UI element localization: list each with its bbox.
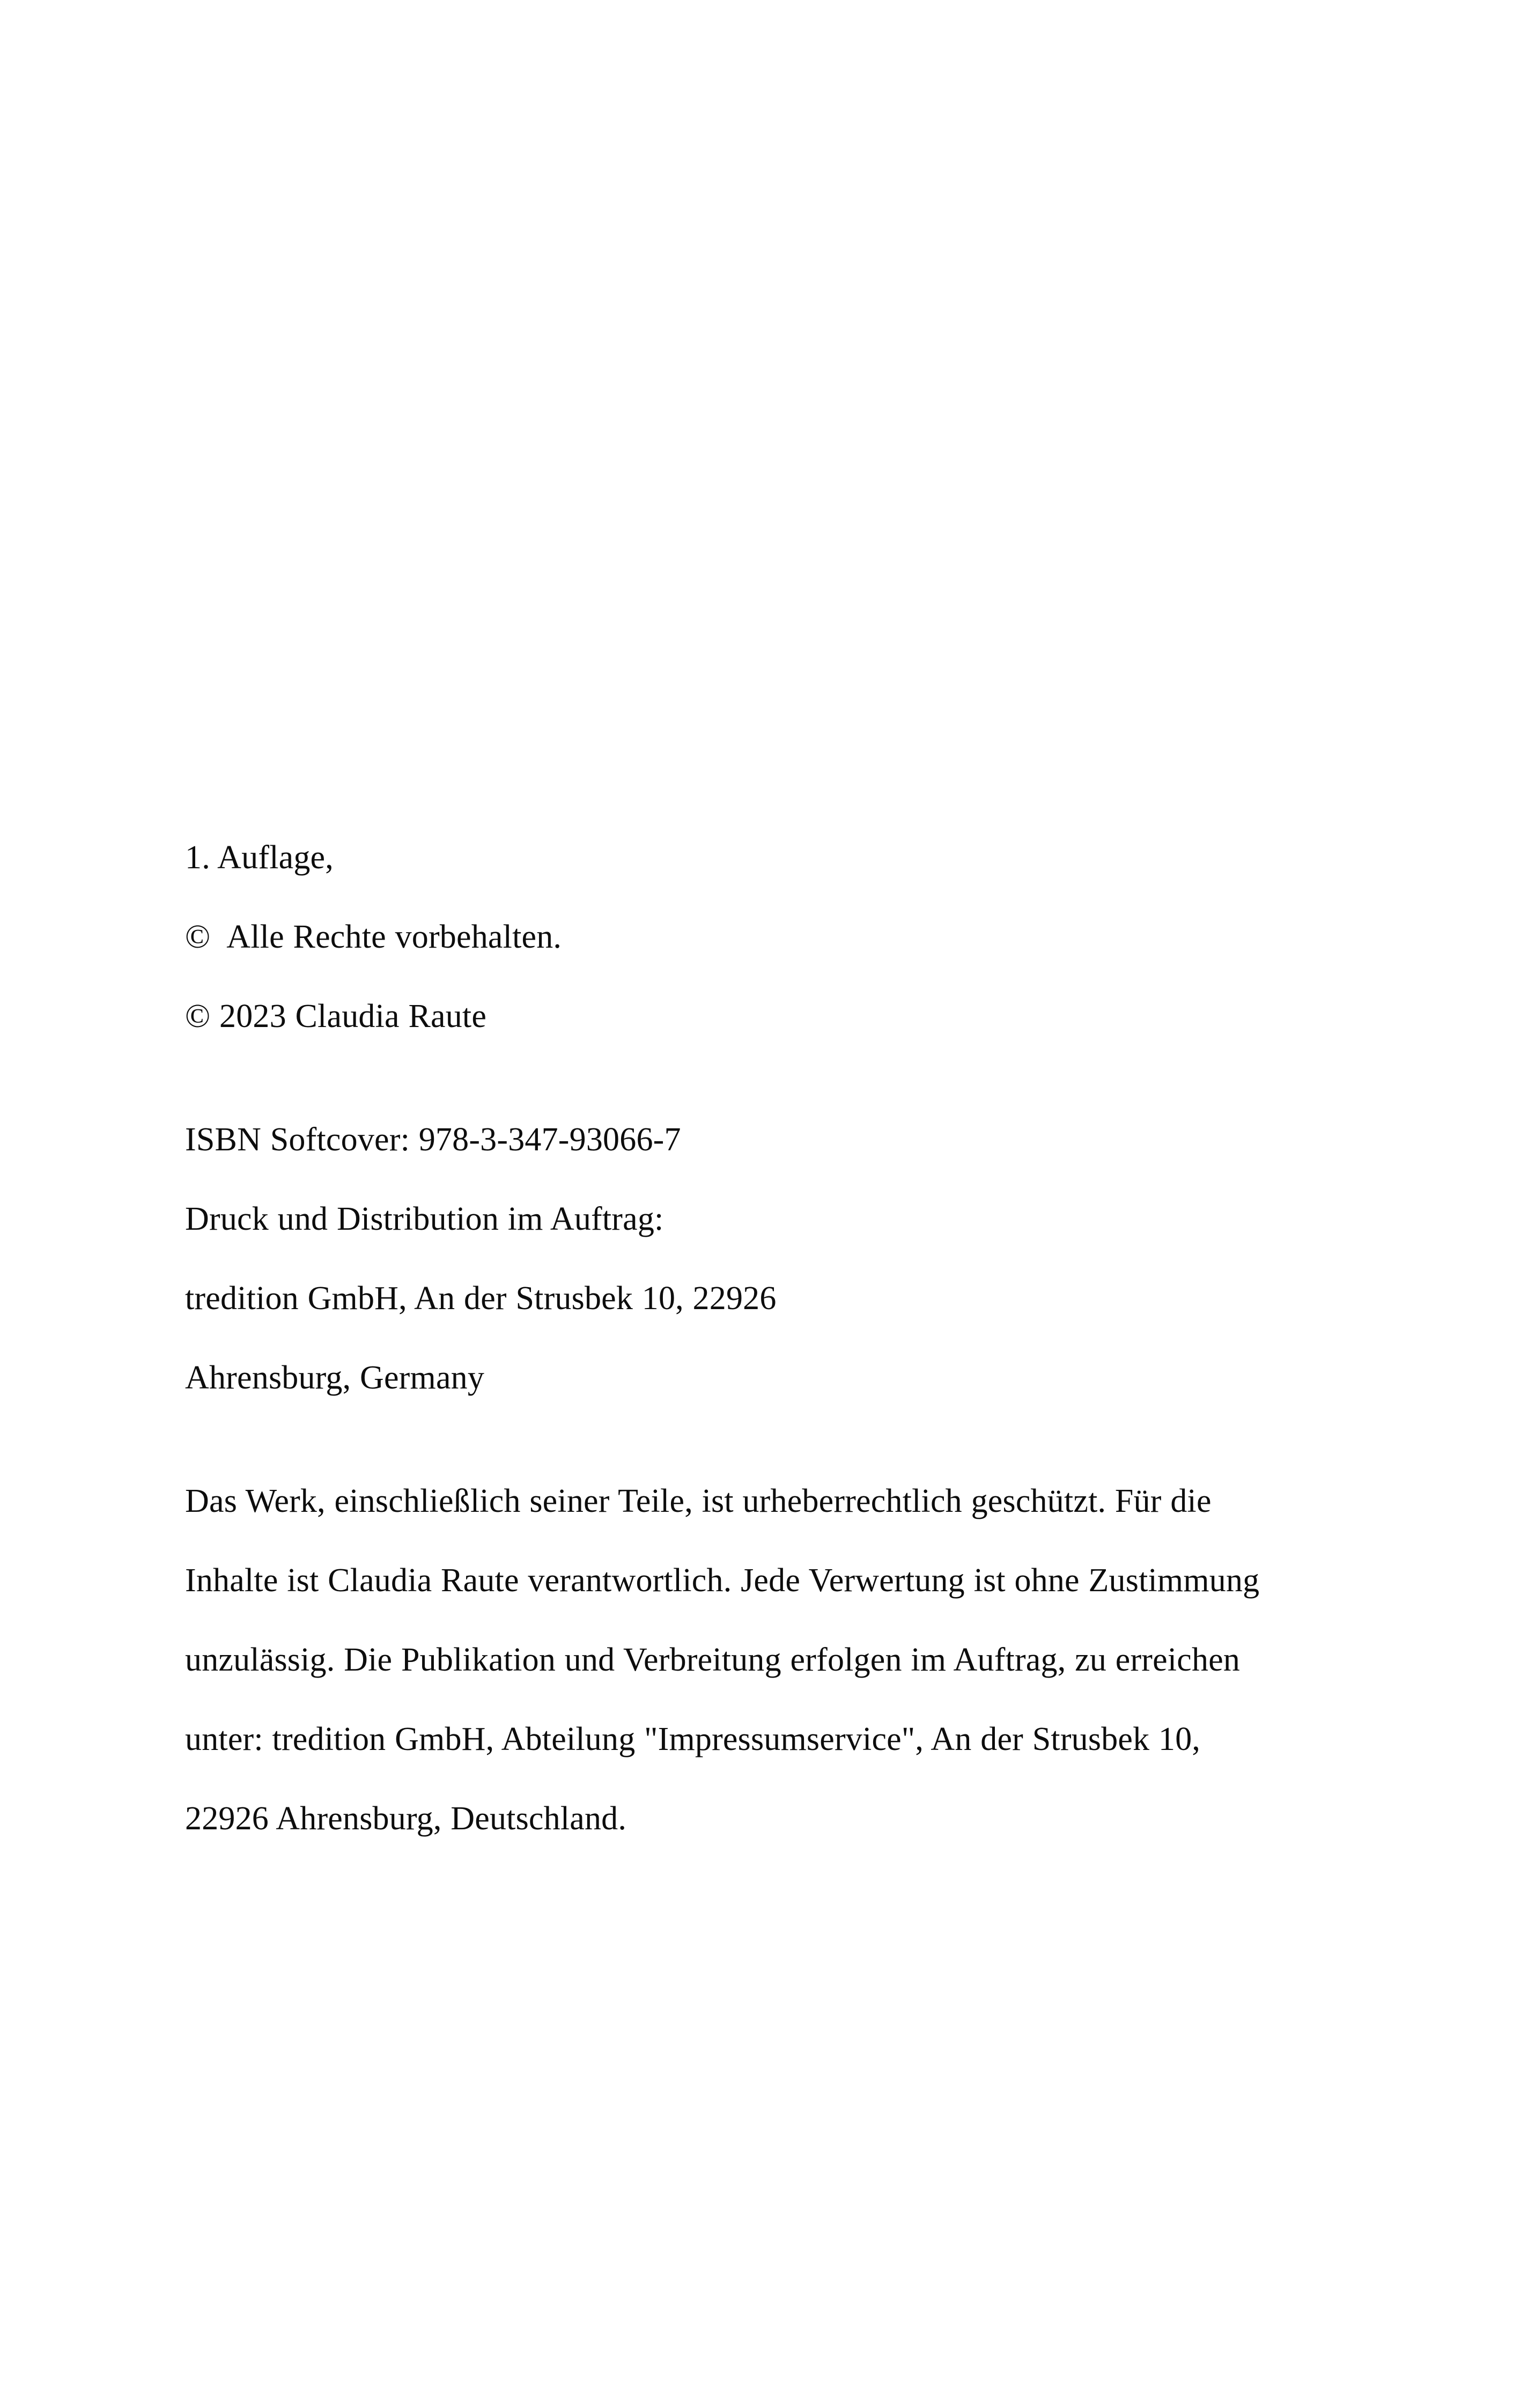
imprint-text-container <box>185 818 1290 1858</box>
print-distribution-line: Druck und Distribution im Auftrag: <box>185 1201 664 1237</box>
edition-line-auflage: 1. Auflage, <box>185 839 334 876</box>
publication-block <box>185 1100 1290 1417</box>
legal-block <box>185 1461 1290 1858</box>
edition-line-copyright-holder: © 2023 Claudia Raute <box>185 998 487 1035</box>
isbn-line: ISBN Softcover: 978-3-347-93066-7 <box>185 1121 681 1158</box>
edition-line-rights-reserved: © Alle Rechte vorbehalten. <box>185 919 562 955</box>
copyright-notice-paragraph: Das Werk, einschließlich seiner Teile, ist urheberrechtlich geschützt. Für die Inhalte ist Claudia Raute verantwortlich. Jede Verwertung ist ohne Zustimmung unzulässig. Die Publikation und Verbreitung erfolgen im Auftrag, zu erreichen unter: tredition GmbH, Abteilung "Impressumservice", An der Strusbek 10, 22926 Ahrensburg, Deutschland. <box>185 1483 1260 1837</box>
publisher-address-line-1: tredition GmbH, An der Strusbek 10, 22926 <box>185 1280 777 1317</box>
edition-block <box>185 818 1290 1056</box>
publisher-address-line-2: Ahrensburg, Germany <box>185 1360 485 1396</box>
